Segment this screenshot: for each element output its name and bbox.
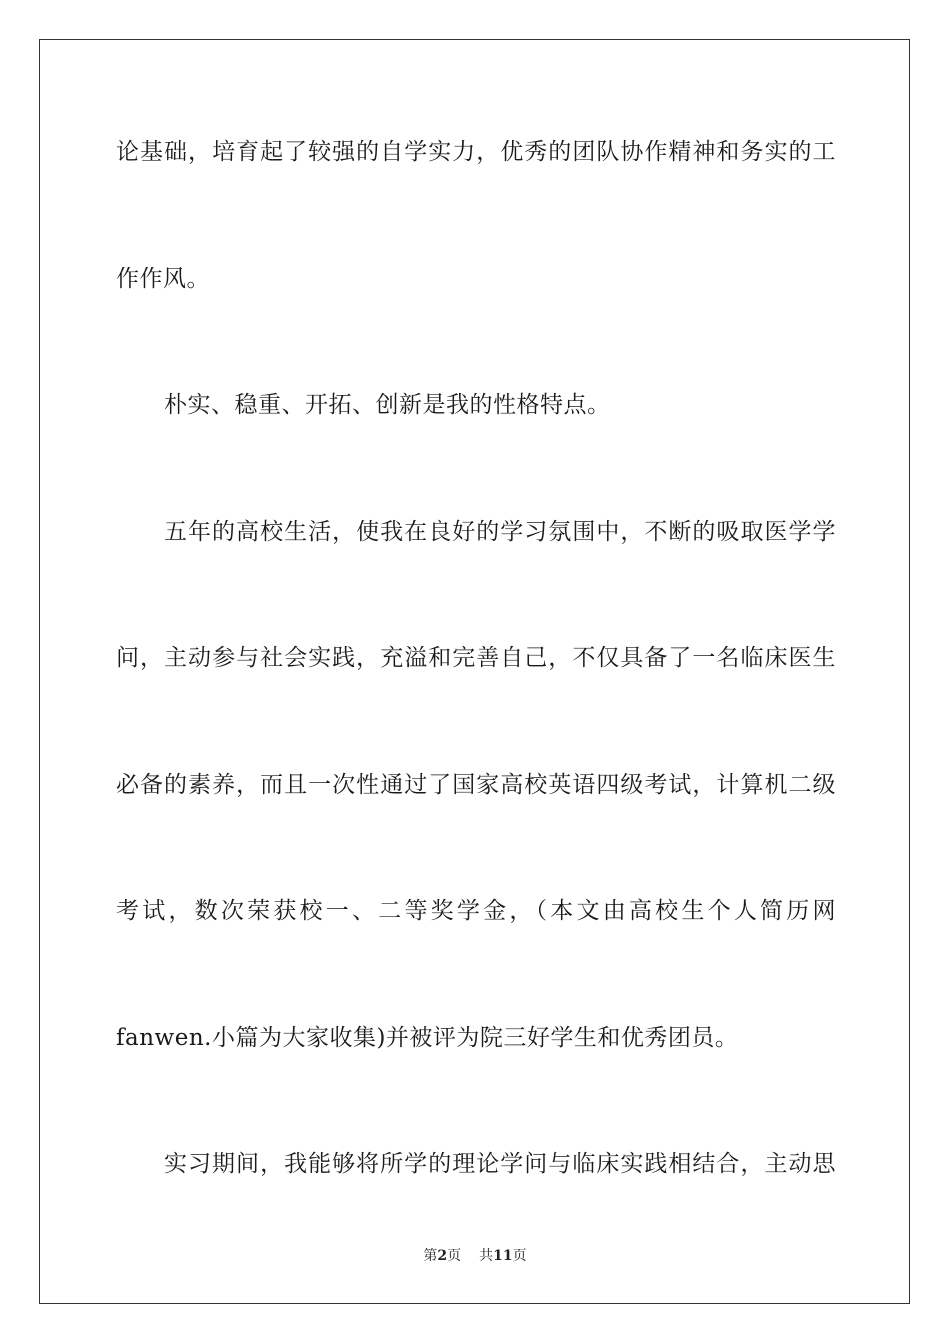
footer-current-page: 2	[437, 1248, 448, 1264]
footer-total-prefix: 共	[479, 1248, 494, 1264]
body-line-6: 必备的素养，而且一次性通过了国家高校英语四级考试，计算机二级	[116, 772, 836, 798]
footer-total-suffix: 页	[512, 1248, 527, 1264]
body-line-9: 实习期间，我能够将所学的理论学问与临床实践相结合，主动思	[164, 1151, 836, 1177]
body-line-1: 论基础，培育起了较强的自学实力，优秀的团队协作精神和务实的工	[116, 139, 836, 165]
body-line-5: 问，主动参与社会实践，充溢和完善自己，不仅具备了一名临床医生	[116, 645, 836, 671]
body-line-3: 朴实、稳重、开拓、创新是我的性格特点。	[164, 392, 611, 418]
body-line-8: fanwen.小篇为大家收集)并被评为院三好学生和优秀团员。	[116, 1025, 739, 1051]
body-line-7: 考试，数次荣获校一、二等奖学金，（本文由高校生个人简历网	[116, 898, 836, 924]
footer-prefix: 第	[423, 1248, 438, 1264]
page-footer	[0, 1247, 950, 1265]
footer-total-pages: 11	[493, 1248, 513, 1264]
body-line-2: 作作风。	[116, 266, 210, 292]
body-line-4: 五年的高校生活，使我在良好的学习氛围中，不断的吸取医学学	[164, 519, 836, 545]
footer-page-suffix: 页	[447, 1248, 462, 1264]
